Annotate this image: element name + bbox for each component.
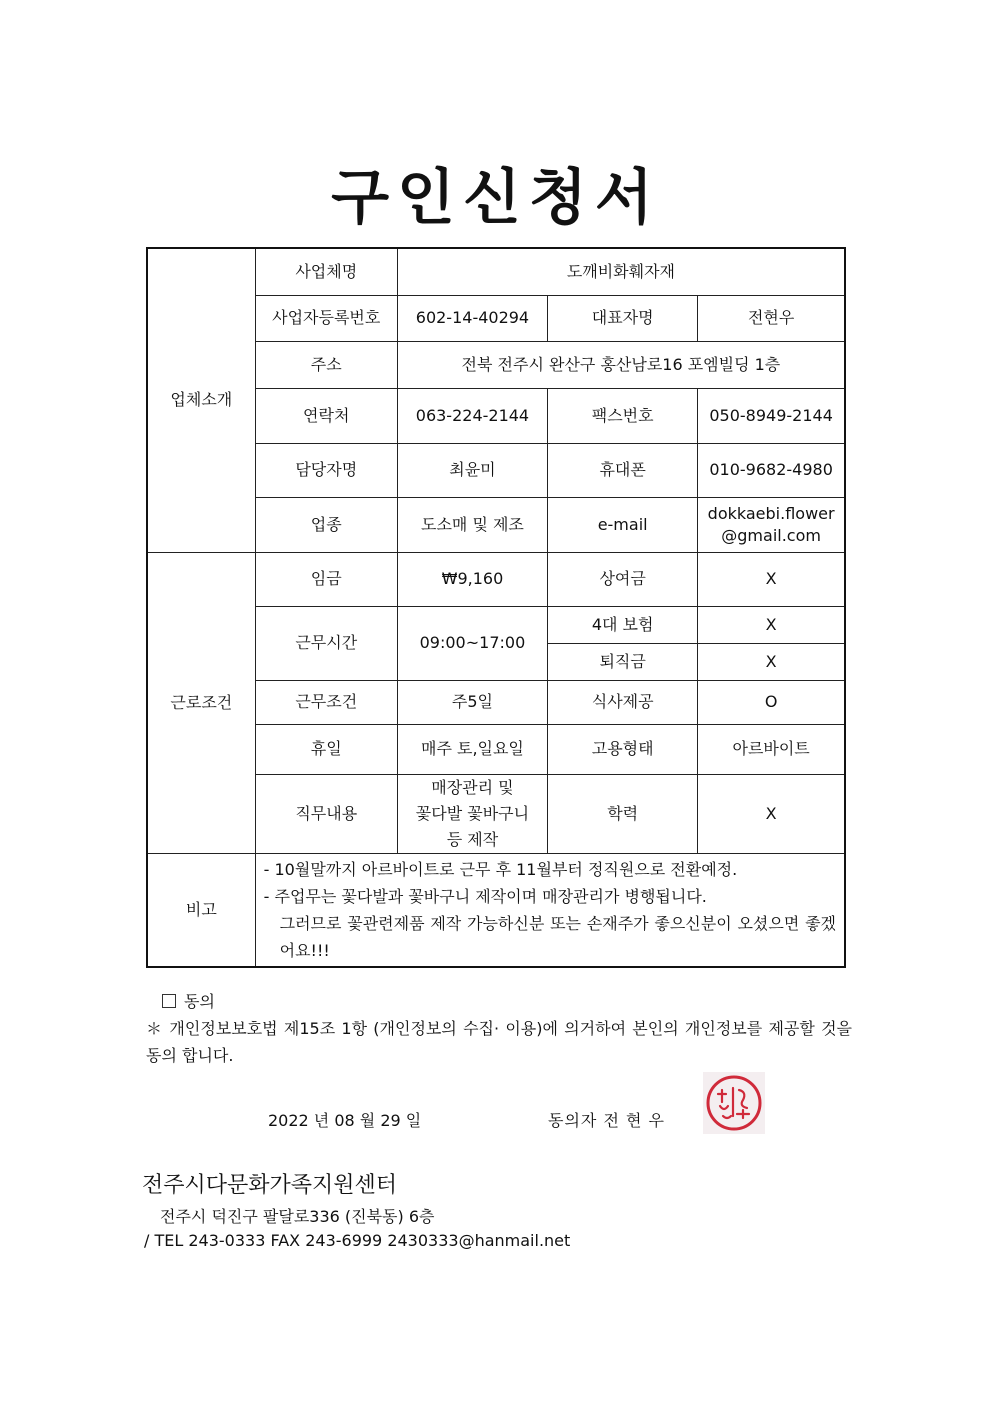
remarks-line-1: - 10월말까지 아르바이트로 근무 후 11월부터 정직원으로 전환예정. — [263, 859, 738, 879]
label-holiday: 휴일 — [255, 724, 397, 774]
remarks-line-3: 그러므로 꽃관련제품 제작 가능하신분 또는 손재주가 좋으신분이 오셨으면 좋겠어요!!! — [279, 913, 836, 960]
value-meal: O — [698, 680, 845, 724]
seal-stamp-icon — [703, 1072, 765, 1134]
email-line-1: dokkaebi.flower — [707, 503, 835, 523]
label-bonus: 상여금 — [548, 552, 698, 606]
label-insurance: 4대 보험 — [548, 606, 698, 643]
label-education: 학력 — [548, 774, 698, 853]
consent-checkbox-label: 동의 — [184, 992, 215, 1011]
center-address: 전주시 덕진구 팔달로336 (진북동) 6층 — [160, 1207, 435, 1226]
value-severance: X — [698, 643, 845, 680]
document-title: 구인신청서 — [331, 163, 661, 233]
label-work-hours: 근무시간 — [255, 606, 397, 680]
label-email: e-mail — [548, 497, 698, 552]
section-conditions: 근로조건 — [147, 552, 255, 853]
remarks-text — [255, 853, 845, 967]
label-mobile: 휴대폰 — [548, 443, 698, 497]
consent-checkbox[interactable] — [162, 994, 176, 1008]
consent-section — [146, 988, 852, 1069]
value-address: 전북 전주시 완산구 홍산남로16 포엠빌딩 1층 — [397, 341, 845, 388]
value-industry: 도소매 및 제조 — [397, 497, 547, 552]
value-bonus: X — [698, 552, 845, 606]
value-registration-number: 602-14-40294 — [397, 295, 547, 341]
remarks-line-2: - 주업무는 꽃다발과 꽃바구니 제작이며 매장관리가 병행됩니다. — [263, 886, 707, 906]
duty-line-2: 꽃다발 꽃바구니 — [415, 803, 530, 823]
email-line-2: @gmail.com — [721, 525, 821, 545]
value-education: X — [698, 774, 845, 853]
duty-line-3: 등 제작 — [446, 829, 499, 849]
value-work-hours: 09:00~17:00 — [397, 606, 547, 680]
consent-date: 2022 년 08 월 29 일 — [268, 1111, 422, 1130]
label-work-conditions: 근무조건 — [255, 680, 397, 724]
value-work-conditions: 주5일 — [397, 680, 547, 724]
value-phone: 063-224-2144 — [397, 388, 547, 443]
value-wage: ₩9,160 — [397, 552, 547, 606]
label-phone: 연락처 — [255, 388, 397, 443]
value-fax: 050-8949-2144 — [698, 388, 845, 443]
job-application-table — [146, 247, 846, 968]
label-address: 주소 — [255, 341, 397, 388]
consent-checkbox-row — [146, 988, 852, 1015]
consent-signer: 동의자 전 현 우 — [548, 1111, 665, 1130]
label-industry: 업종 — [255, 497, 397, 552]
label-ceo: 대표자명 — [548, 295, 698, 341]
label-manager: 담당자명 — [255, 443, 397, 497]
center-name: 전주시다문화가족지원센터 — [142, 1173, 398, 1198]
value-business-name: 도깨비화훼자재 — [397, 248, 845, 295]
value-duty — [397, 774, 547, 853]
duty-line-1: 매장관리 및 — [431, 777, 514, 797]
value-ceo: 전현우 — [698, 295, 845, 341]
label-duty: 직무내용 — [255, 774, 397, 853]
label-meal: 식사제공 — [548, 680, 698, 724]
label-wage: 임금 — [255, 552, 397, 606]
section-remarks: 비고 — [147, 853, 255, 967]
value-insurance: X — [698, 606, 845, 643]
value-manager: 최윤미 — [397, 443, 547, 497]
center-contact: / TEL 243-0333 FAX 243-6999 2430333@hanmail.net — [144, 1231, 571, 1250]
label-employment-type: 고용형태 — [548, 724, 698, 774]
label-fax: 팩스번호 — [548, 388, 698, 443]
label-business-name: 사업체명 — [255, 248, 397, 295]
label-severance: 퇴직금 — [548, 643, 698, 680]
value-email — [698, 497, 845, 552]
label-registration-number: 사업자등록번호 — [255, 295, 397, 341]
value-employment-type: 아르바이트 — [698, 724, 845, 774]
consent-text: ＊ 개인정보보호법 제15조 1항 (개인정보의 수집· 이용)에 의거하여 본인의 개인정보를 제공할 것을 동의 합니다. — [146, 1019, 852, 1065]
value-holiday: 매주 토,일요일 — [397, 724, 547, 774]
section-company: 업체소개 — [147, 248, 255, 552]
value-mobile: 010-9682-4980 — [698, 443, 845, 497]
